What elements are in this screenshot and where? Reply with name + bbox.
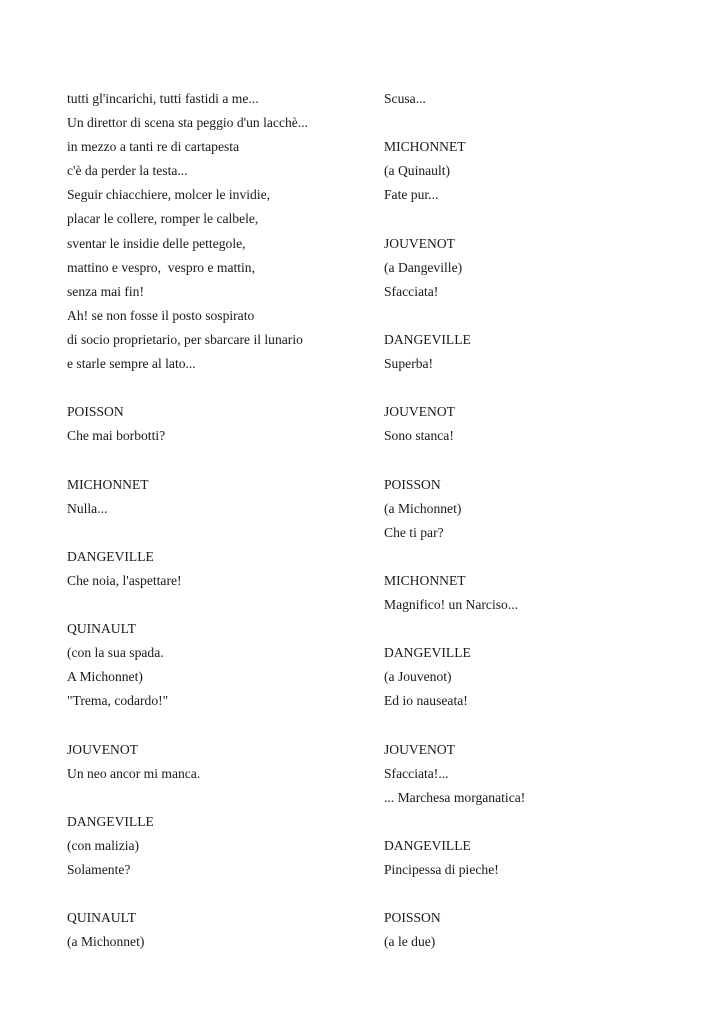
dialogue-line: Magnifico! un Narciso... bbox=[384, 596, 519, 612]
speaker-name: JOUVENOT bbox=[384, 741, 455, 757]
dialogue-line: Ed io nauseata! bbox=[384, 693, 468, 709]
dialogue-line: tutti gl'incarichi, tutti fastidi a me... bbox=[67, 91, 259, 106]
dialogue-line: Nulla... bbox=[67, 500, 108, 516]
dialogue-line: di socio proprietario, per sbarcare il lunario bbox=[67, 331, 303, 347]
dialogue-line: Seguir chiacchiere, molcer le invidie, bbox=[67, 187, 271, 203]
dialogue-line: in mezzo a tanti re di cartapesta bbox=[67, 139, 240, 155]
stage-direction: (a Michonnet) bbox=[384, 500, 462, 516]
blank-line bbox=[384, 545, 684, 569]
speaker-name: DANGEVILLE bbox=[384, 645, 471, 661]
speaker-name: JOUVENOT bbox=[384, 404, 455, 420]
dialogue-line: Un neo ancor mi manca. bbox=[67, 765, 201, 781]
dialogue-line: mattino e vespro, vespro e mattin, bbox=[67, 259, 256, 275]
stage-direction: (con malizia) bbox=[67, 837, 140, 853]
stage-direction: (a Dangeville) bbox=[384, 259, 463, 275]
dialogue-line: Superba! bbox=[384, 356, 434, 372]
blank-line bbox=[67, 376, 367, 400]
blank-line bbox=[67, 521, 367, 545]
dialogue-line: Che mai borbotti? bbox=[67, 428, 166, 444]
stage-direction: (a le due) bbox=[384, 934, 436, 950]
speaker-name: DANGEVILLE bbox=[384, 331, 471, 347]
dialogue-line: Solamente? bbox=[67, 862, 131, 877]
speaker-name: QUINAULT bbox=[67, 910, 136, 926]
dialogue-line: e starle sempre al lato... bbox=[67, 356, 196, 372]
speaker-name: QUINAULT bbox=[67, 621, 136, 637]
dialogue-line: Che ti par? bbox=[384, 524, 444, 540]
left-column bbox=[67, 87, 367, 954]
blank-line bbox=[384, 111, 684, 135]
speaker-name: JOUVENOT bbox=[67, 741, 138, 757]
blank-line bbox=[67, 593, 367, 617]
stage-direction: A Michonnet) bbox=[67, 669, 143, 685]
dialogue-line: placar le collere, romper le calbele, bbox=[67, 211, 259, 227]
blank-line bbox=[67, 882, 367, 906]
dialogue-line: senza mai fin! bbox=[67, 283, 144, 299]
speaker-name: MICHONNET bbox=[67, 476, 149, 492]
speaker-name: POISSON bbox=[384, 476, 441, 492]
dialogue-line: ... Marchesa morganatica! bbox=[384, 789, 526, 805]
dialogue-line: Fate pur... bbox=[384, 187, 439, 203]
right-column bbox=[384, 87, 684, 954]
dialogue-line: sventar le insidie delle pettegole, bbox=[67, 235, 246, 251]
blank-line bbox=[67, 713, 367, 737]
speaker-name: DANGEVILLE bbox=[384, 837, 471, 853]
dialogue-line: c'è da perder la testa... bbox=[67, 163, 188, 179]
speaker-name: JOUVENOT bbox=[384, 235, 455, 251]
dialogue-line: Sono stanca! bbox=[384, 428, 454, 444]
dialogue-line: Sfacciata!... bbox=[384, 765, 449, 781]
speaker-name: POISSON bbox=[67, 404, 124, 420]
dialogue-line: Ah! se non fosse il posto sospirato bbox=[67, 307, 255, 323]
dialogue-line: "Trema, codardo!" bbox=[67, 693, 169, 709]
dialogue-line: Scusa... bbox=[384, 91, 426, 106]
speaker-name: MICHONNET bbox=[384, 139, 466, 155]
blank-line bbox=[384, 713, 684, 737]
blank-line bbox=[384, 882, 684, 906]
stage-direction: (a Jouvenot) bbox=[384, 669, 452, 685]
speaker-name: DANGEVILLE bbox=[67, 813, 154, 829]
blank-line bbox=[384, 304, 684, 328]
dialogue-line: Sfacciata! bbox=[384, 283, 439, 299]
blank-line bbox=[67, 448, 367, 472]
blank-line bbox=[67, 786, 367, 810]
blank-line bbox=[384, 207, 684, 231]
dialogue-line: Che noia, l'aspettare! bbox=[67, 572, 182, 588]
blank-line bbox=[384, 617, 684, 641]
stage-direction: (con la sua spada. bbox=[67, 645, 164, 661]
blank-line bbox=[384, 448, 684, 472]
speaker-name: DANGEVILLE bbox=[67, 548, 154, 564]
stage-direction: (a Michonnet) bbox=[67, 934, 145, 950]
blank-line bbox=[384, 810, 684, 834]
dialogue-line: Un direttor di scena sta peggio d'un lacchè... bbox=[67, 115, 309, 131]
speaker-name: POISSON bbox=[384, 910, 441, 926]
stage-direction: (a Quinault) bbox=[384, 163, 451, 179]
dialogue-line: Pincipessa di pieche! bbox=[384, 862, 499, 877]
speaker-name: MICHONNET bbox=[384, 572, 466, 588]
blank-line bbox=[384, 376, 684, 400]
